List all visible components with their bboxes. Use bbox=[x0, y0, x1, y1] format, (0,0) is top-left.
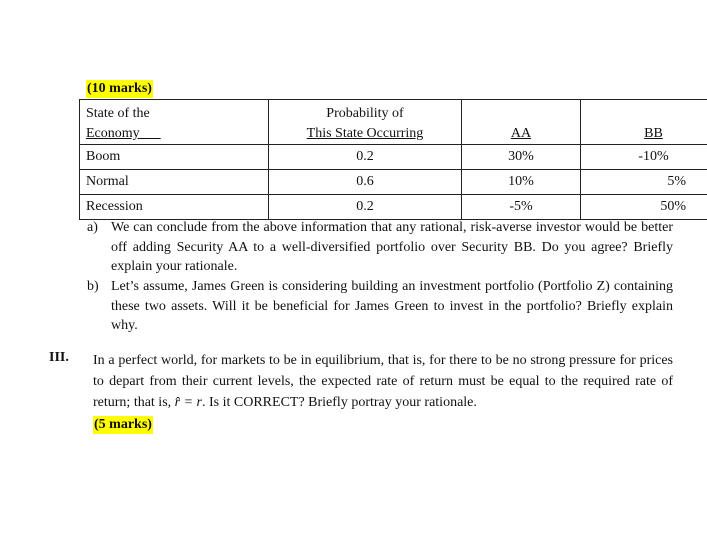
marks-label-bottom: (5 marks) bbox=[94, 417, 152, 432]
table-header-row bbox=[80, 100, 707, 145]
header-aa-label: AA bbox=[510, 126, 532, 141]
section-3-text-after: . Is it CORRECT? Briefly portray your rationale. bbox=[202, 395, 477, 410]
question-b bbox=[87, 277, 673, 336]
cell-state: Normal bbox=[80, 170, 269, 195]
table-row bbox=[80, 195, 707, 220]
cell-prob: 0.2 bbox=[269, 145, 462, 170]
cell-prob: 0.2 bbox=[269, 195, 462, 220]
question-b-label: b) bbox=[87, 279, 99, 294]
cell-aa: 10% bbox=[462, 170, 581, 195]
question-a bbox=[87, 218, 673, 277]
table-row bbox=[80, 145, 707, 170]
equation: r̂ = r bbox=[174, 395, 202, 410]
header-state-line1: State of the bbox=[86, 106, 150, 121]
header-aa bbox=[462, 100, 581, 145]
economy-table bbox=[79, 99, 707, 220]
cell-bb: -10% bbox=[581, 145, 707, 170]
header-bb-label: BB bbox=[644, 126, 663, 141]
cell-aa: -5% bbox=[462, 195, 581, 220]
cell-prob: 0.6 bbox=[269, 170, 462, 195]
header-state bbox=[80, 100, 269, 145]
question-a-label: a) bbox=[87, 220, 98, 235]
section-number: III. bbox=[49, 350, 69, 365]
section-3-text-before: In a perfect world, for markets to be in equilibrium, that is, for there to be no strong pressure for prices to depart from their current levels, the expected rate of return must be equal to the required rate of return; that is, bbox=[93, 353, 673, 410]
cell-state: Recession bbox=[80, 195, 269, 220]
header-prob-line1: Probability of bbox=[326, 106, 404, 121]
question-a-text: We can conclude from the above information that any rational, risk-averse investor would be better off adding Security AA to a well-diversified portfolio over Security BB. Do you agree? Briefly explain your rationale. bbox=[111, 220, 673, 274]
cell-aa: 30% bbox=[462, 145, 581, 170]
question-b-text: Let’s assume, James Green is considering building an investment portfolio (Portfolio Z) containing these two assets. Will it be beneficial for James Green to invest in the portfolio? Briefly explain why. bbox=[111, 279, 673, 333]
cell-bb: 5% bbox=[581, 170, 707, 195]
section-3-text bbox=[93, 350, 673, 413]
cell-bb: 50% bbox=[581, 195, 707, 220]
marks-label-top: (10 marks) bbox=[87, 81, 152, 96]
cell-state: Boom bbox=[80, 145, 269, 170]
table-row bbox=[80, 170, 707, 195]
header-state-line2: Economy bbox=[86, 126, 140, 141]
header-prob-line2: This State Occurring bbox=[306, 126, 424, 141]
header-probability bbox=[269, 100, 462, 145]
header-bb bbox=[581, 100, 707, 145]
